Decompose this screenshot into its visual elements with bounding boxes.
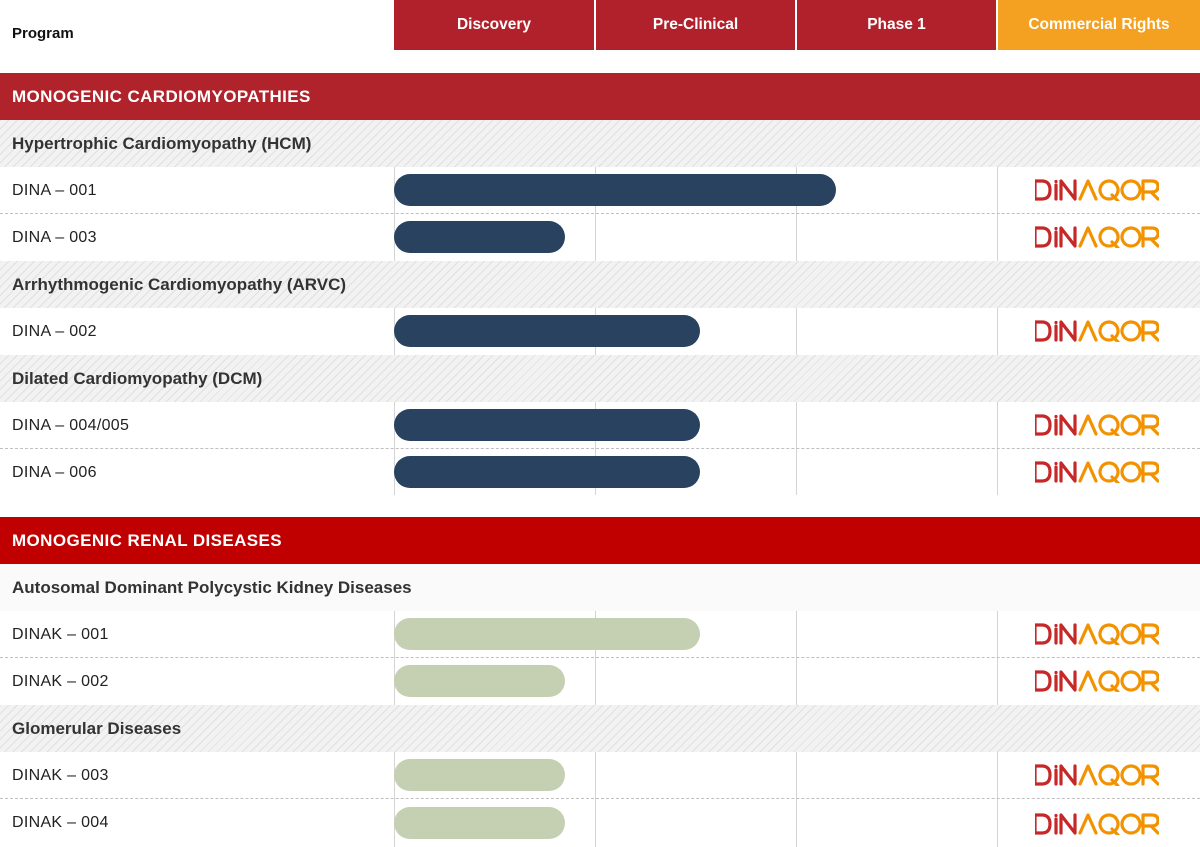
logo-letter-o xyxy=(1122,625,1140,643)
logo-letter-d xyxy=(1035,815,1050,833)
pipeline-bar xyxy=(394,618,700,650)
logo-letter-r xyxy=(1143,625,1158,643)
program-name: DINAK – 002 xyxy=(12,672,109,690)
logo-letter-o xyxy=(1122,672,1140,690)
logo-dot xyxy=(1054,671,1057,674)
dinaqor-logo xyxy=(1035,414,1159,436)
logo-letter-o xyxy=(1122,322,1140,340)
dinaqor-logo xyxy=(1035,623,1159,645)
logo-letter-n xyxy=(1061,766,1075,784)
logo-letter-a xyxy=(1080,416,1096,434)
logo-letter-q xyxy=(1100,322,1118,342)
logo-letter-r xyxy=(1143,228,1158,246)
logo-dot xyxy=(1054,462,1057,465)
logo-letter-r xyxy=(1143,766,1158,784)
logo-letter-a xyxy=(1080,181,1096,199)
logo-letter-d xyxy=(1035,672,1050,690)
logo-letter-a xyxy=(1080,322,1096,340)
logo-letter-o xyxy=(1122,228,1140,246)
logo-letter-d xyxy=(1035,322,1050,340)
program-row xyxy=(0,799,1200,846)
logo-letter-d xyxy=(1035,766,1050,784)
program-name: DINA – 004/005 xyxy=(12,416,130,434)
stage-header-phase1: Phase 1 xyxy=(797,0,996,50)
pipeline-bar xyxy=(394,221,565,253)
logo-letter-o xyxy=(1122,815,1140,833)
program-column-header: Program xyxy=(12,25,74,42)
logo-letter-r xyxy=(1143,672,1158,690)
logo-dot xyxy=(1054,814,1057,817)
category-row-glomerular: Glomerular Diseases xyxy=(0,705,1200,752)
logo-letter-n xyxy=(1061,672,1075,690)
program-name: DINA – 002 xyxy=(12,322,97,340)
logo-letter-r xyxy=(1143,815,1158,833)
logo-dot xyxy=(1054,321,1057,324)
program-name: DINA – 001 xyxy=(12,181,97,199)
program-row xyxy=(0,658,1200,705)
pipeline-bar xyxy=(394,315,700,347)
program-name: DINA – 003 xyxy=(12,228,97,246)
logo-dot xyxy=(1054,765,1057,768)
program-name: DINAK – 003 xyxy=(12,766,109,784)
program-row xyxy=(0,308,1200,355)
program-name: DINAK – 004 xyxy=(12,813,109,831)
logo-letter-q xyxy=(1100,416,1118,436)
logo-letter-q xyxy=(1100,815,1118,835)
logo-dot xyxy=(1054,415,1057,418)
logo-letter-q xyxy=(1100,766,1118,786)
logo-letter-d xyxy=(1035,625,1050,643)
category-row-hcm: Hypertrophic Cardiomyopathy (HCM) xyxy=(0,120,1200,167)
logo-letter-n xyxy=(1061,625,1075,643)
section-header-cardiomyopathies: MONOGENIC CARDIOMYOPATHIES xyxy=(0,73,1200,120)
pipeline-bar xyxy=(394,409,700,441)
logo-letter-o xyxy=(1122,181,1140,199)
logo-letter-o xyxy=(1122,416,1140,434)
program-row xyxy=(0,449,1200,496)
dinaqor-logo xyxy=(1035,226,1159,248)
dinaqor-logo xyxy=(1035,179,1159,201)
logo-letter-n xyxy=(1061,815,1075,833)
dinaqor-logo xyxy=(1035,764,1159,786)
logo-letter-d xyxy=(1035,463,1050,481)
logo-letter-r xyxy=(1143,322,1158,340)
category-row-adpkd: Autosomal Dominant Polycystic Kidney Diseases xyxy=(0,564,1200,611)
logo-letter-q xyxy=(1100,463,1118,483)
logo-letter-q xyxy=(1100,181,1118,201)
logo-letter-a xyxy=(1080,228,1096,246)
stage-header-discovery: Discovery xyxy=(394,0,594,50)
logo-letter-n xyxy=(1061,416,1075,434)
logo-dot xyxy=(1054,180,1057,183)
logo-letter-o xyxy=(1122,463,1140,481)
stage-header-preclinical: Pre-Clinical xyxy=(596,0,795,50)
program-row xyxy=(0,167,1200,214)
dinaqor-logo xyxy=(1035,320,1159,342)
section-header-renal: MONOGENIC RENAL DISEASES xyxy=(0,517,1200,564)
logo-letter-a xyxy=(1080,815,1096,833)
logo-letter-n xyxy=(1061,228,1075,246)
logo-letter-n xyxy=(1061,181,1075,199)
logo-letter-a xyxy=(1080,766,1096,784)
stage-header-commercial-rights: Commercial Rights xyxy=(998,0,1200,50)
logo-letter-n xyxy=(1061,322,1075,340)
logo-letter-q xyxy=(1100,228,1118,248)
dinaqor-logo xyxy=(1035,670,1159,692)
logo-letter-d xyxy=(1035,416,1050,434)
logo-letter-a xyxy=(1080,463,1096,481)
pipeline-bar xyxy=(394,174,836,206)
logo-dot xyxy=(1054,227,1057,230)
dinaqor-logo xyxy=(1035,813,1159,835)
program-row xyxy=(0,402,1200,449)
program-name: DINA – 006 xyxy=(12,463,97,481)
logo-letter-d xyxy=(1035,228,1050,246)
logo-letter-r xyxy=(1143,416,1158,434)
dinaqor-logo xyxy=(1035,461,1159,483)
pipeline-bar xyxy=(394,759,565,791)
logo-letter-r xyxy=(1143,463,1158,481)
program-row xyxy=(0,611,1200,658)
logo-letter-q xyxy=(1100,625,1118,645)
logo-letter-n xyxy=(1061,463,1075,481)
logo-letter-a xyxy=(1080,625,1096,643)
program-row xyxy=(0,752,1200,799)
logo-letter-a xyxy=(1080,672,1096,690)
pipeline-bar xyxy=(394,456,700,488)
logo-letter-r xyxy=(1143,181,1158,199)
program-row xyxy=(0,214,1200,261)
logo-letter-q xyxy=(1100,672,1118,692)
logo-letter-d xyxy=(1035,181,1050,199)
logo-letter-o xyxy=(1122,766,1140,784)
logo-dot xyxy=(1054,624,1057,627)
pipeline-bar xyxy=(394,665,565,697)
program-name: DINAK – 001 xyxy=(12,625,109,643)
pipeline-bar xyxy=(394,807,565,839)
category-row-arvc: Arrhythmogenic Cardiomyopathy (ARVC) xyxy=(0,261,1200,308)
category-row-dcm: Dilated Cardiomyopathy (DCM) xyxy=(0,355,1200,402)
